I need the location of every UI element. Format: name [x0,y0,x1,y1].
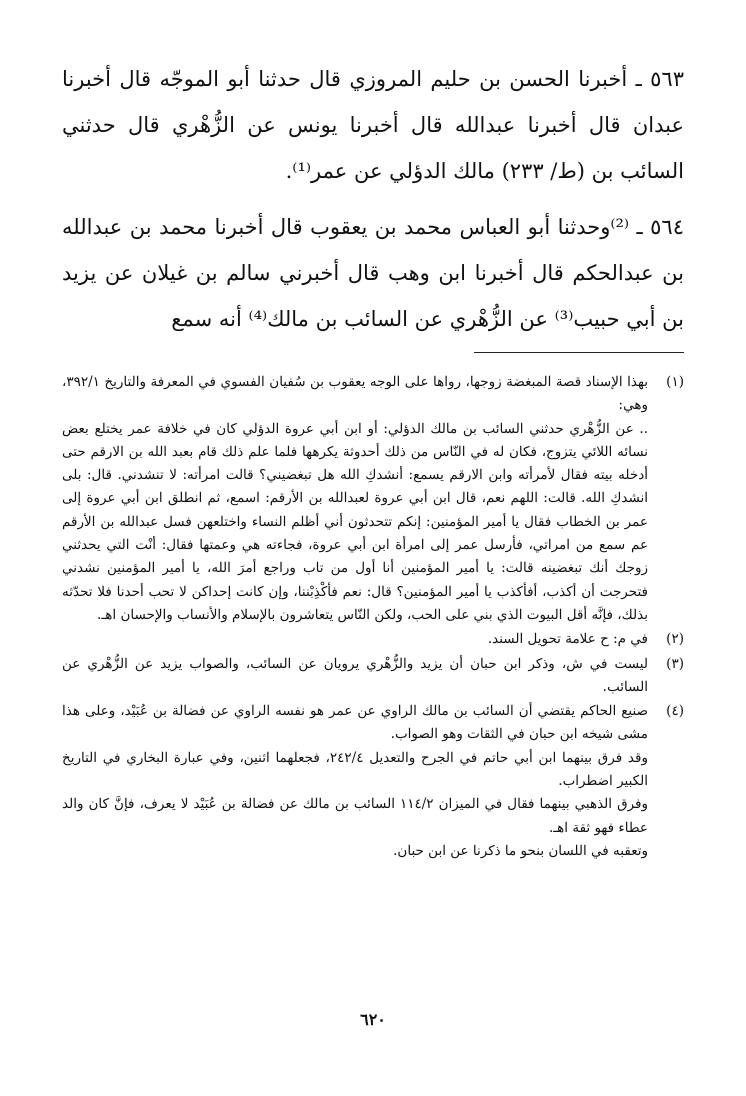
hadith-563: ٥٦٣ ـ أخبرنا الحسن بن حليم المروزي قال حدثنا أبو الموجّه قال أخبرنا عبدان قال أخبرنا عبدالله قال أخبرنا يونس عن الزُّهْري قال حدثني السائب بن (ط/ ٢٣٣) مالك الدؤلي عن عمر⁽¹⁾. [62,67,684,183]
page-content [62,56,684,864]
footnote-paragraph: في م: ح علامة تحويل السند. [487,631,648,648]
footnote-body [62,628,648,651]
footnote-3 [62,653,684,700]
footnote-body [62,371,648,627]
footnote-number: (٤) [666,703,684,720]
footnote-paragraph: ليست في ش، وذكر ابن حبان أن يزيد والزُّهْري يرويان عن السائب، والصواب يزيد عن الزُّهْري عن السائب. [62,655,648,695]
footnote-number: (١) [666,374,684,390]
footnote-paragraph: وتعقبه في اللسان بنحو ما ذكرنا عن ابن حبان. [393,842,648,859]
footnote-2 [62,628,684,651]
footnote-number: (٣) [666,655,684,672]
page-number: ٦٢٠ [360,1010,386,1029]
footnote-1 [62,371,684,627]
footnote-paragraph: بهذا الإسناد قصة المبغضة زوجها، رواها على الوجه يعقوب بن سُفيان الفسوي في المعرفة والتاريخ ٣٩٢/١، وهي: [62,374,648,414]
main-text [62,56,684,342]
hadith-564: ٥٦٤ ـ ⁽²⁾وحدثنا أبو العباس محمد بن يعقوب قال أخبرنا محمد بن عبدالله بن عبدالحكم قال أخبرنا ابن وهب قال أخبرني سالم بن غيلان عن يزيد بن أبي حبيب⁽³⁾ عن الزُّهْري عن السائب بن مالك⁽⁴⁾ أنه سمع [62,215,684,331]
footnotes [62,371,684,863]
footnote-paragraph: .. عن الزُّهْري حدثني السائب بن مالك الدؤلي: أو ابن أبي عروة الدؤلي كان في خلافة عمر يختلع بعض نسائه اللائي يتزوج، فكان له في النّاس من ذلك أحدوثة يكرهها فلما علم ذلك قام بعبد الله بن الارقم حتى أدخله بيته فقال لأمرأته وابن الارقم يسمع: أنشدكِ الله هل تبغضيني؟ قالت امرأته: لا تنشدني. قال: بلى انشدكِ الله. قالت: اللهم نعم، قال ابن أبي عروة لعبدالله بن الأرقم: اسمع، ثم انطلق ابن أبي عروة إلى عمر بن الخطاب فقال يا أمير المؤمنين: إنكم تتحدثون أني أظلم النساء واختلعهن فسل عبدالله بن الأرقم عم سمع من امراتي، فأرسل عمر إلى امرأة ابن أبي عروة، فجاءته هي وعمتها فقال: أنْت التي يحدثني زوجك أنك تبغضينه قالت: يا أمير المؤمنين أنا أول من تاب وراجع أمرَ الله، يا أمير المؤمنين نشدني فتحرجت أن أكذب، أفأكذب يا أمير المؤمنين؟ قال: نعم فأكْذِبْننا، وإن كانت إحداكن لا تحب أحدنا فلا تحدّثه بذلك، فإنَّه أقل البيوت الذي بني على الحب، ولكن النّاس يتعاشرون بالإسلام والأنساب والإحسان اهـ. [62,420,648,623]
footnote-divider [474,352,684,353]
footnote-paragraph: وقد فرق بينهما ابن أبي حاتم في الجرح والتعديل ٢٤٢/٤، فجعلهما اثنين، وفي عبارة البخاري في التاريخ الكبير اضطراب. [62,749,648,790]
footnote-paragraph: وفرق الذهبي بينهما فقال في الميزان ١١٤/٢ السائب بن مالك عن فضالة بن عُبَيْد لا يعرف، فإنَّ كان والد عطاء فهو ثقة اهـ. [62,796,648,836]
footnote-body [62,700,648,863]
footnote-paragraph: صنيع الحاكم يقتضي أن السائب بن مالك الراوي عن عمر هو نفسه الراوي عن فضالة بن عُبَيْد، وعلى هذا مشى شيخه ابن حبان في الثقات وهو الصواب. [62,703,648,743]
footnote-4 [62,700,684,863]
footnote-number: (٢) [666,631,684,648]
footnote-body [62,653,648,700]
